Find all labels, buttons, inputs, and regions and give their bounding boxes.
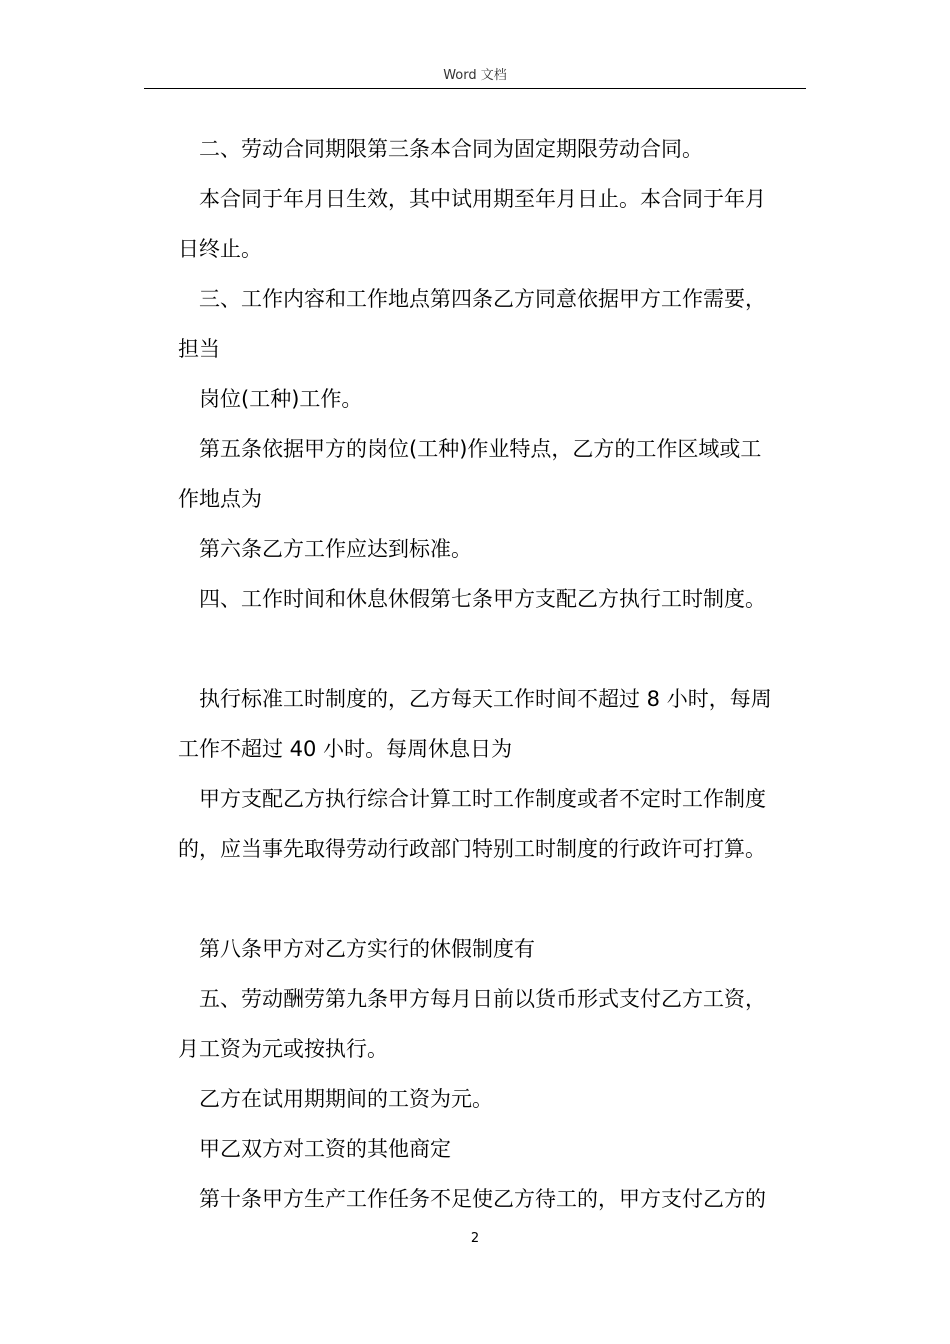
paragraph-flexible-hours	[178, 774, 806, 874]
paragraph-line: 乙方在试用期期间的工资为元。	[199, 1087, 493, 1111]
paragraph-line: 二、劳动合同期限第三条本合同为固定期限劳动合同。	[199, 137, 703, 161]
paragraph-line: 第八条甲方对乙方实行的休假制度有	[199, 937, 535, 961]
page-number: 2	[470, 1231, 480, 1246]
paragraph-article-3	[178, 124, 806, 174]
paragraph-line: 的，应当事先取得劳动行政部门特别工时制度的行政许可打算。	[178, 837, 766, 861]
paragraph-spacer	[178, 874, 806, 924]
paragraph-contract-term	[178, 174, 806, 274]
document-body	[178, 124, 806, 1224]
paragraph-position	[178, 374, 806, 424]
paragraph-line: 日终止。	[178, 237, 262, 261]
paragraph-probation-wage	[178, 1074, 806, 1124]
paragraph-line: 五、劳动酬劳第九条甲方每月日前以货币形式支付乙方工资，	[199, 987, 766, 1011]
paragraph-article-4	[178, 274, 806, 374]
paragraph-article-6	[178, 524, 806, 574]
paragraph-line: 三、工作内容和工作地点第四条乙方同意依据甲方工作需要，	[199, 287, 766, 311]
paragraph-line: 甲方支配乙方执行综合计算工时工作制度或者不定时工作制度	[199, 787, 766, 811]
paragraph-line: 执行标准工时制度的，乙方每天工作时间不超过 8 小时，每周	[199, 687, 772, 711]
paragraph-line: 第六条乙方工作应达到标准。	[199, 537, 472, 561]
paragraph-line: 第五条依据甲方的岗位(工种)作业特点，乙方的工作区域或工	[199, 437, 762, 461]
paragraph-article-9	[178, 974, 806, 1074]
header-rule	[144, 88, 806, 89]
paragraph-article-8	[178, 924, 806, 974]
page-header: Word 文档	[443, 68, 507, 83]
paragraph-other-wage-terms	[178, 1124, 806, 1174]
paragraph-line: 甲乙双方对工资的其他商定	[199, 1137, 451, 1161]
paragraph-article-5	[178, 424, 806, 524]
paragraph-line: 第十条甲方生产工作任务不足使乙方待工的，甲方支付乙方的	[199, 1187, 766, 1211]
paragraph-line: 岗位(工种)工作。	[199, 387, 363, 411]
paragraph-line: 作地点为	[178, 487, 262, 511]
paragraph-line: 担当	[178, 337, 220, 361]
paragraph-article-10	[178, 1174, 806, 1224]
paragraph-spacer	[178, 624, 806, 674]
paragraph-standard-hours	[178, 674, 806, 774]
paragraph-line: 本合同于年月日生效，其中试用期至年月日止。本合同于年月	[199, 187, 766, 211]
paragraph-article-7	[178, 574, 806, 624]
paragraph-line: 月工资为元或按执行。	[178, 1037, 388, 1061]
paragraph-line: 四、工作时间和休息休假第七条甲方支配乙方执行工时制度。	[199, 587, 766, 611]
paragraph-line: 工作不超过 40 小时。每周休息日为	[178, 737, 513, 761]
